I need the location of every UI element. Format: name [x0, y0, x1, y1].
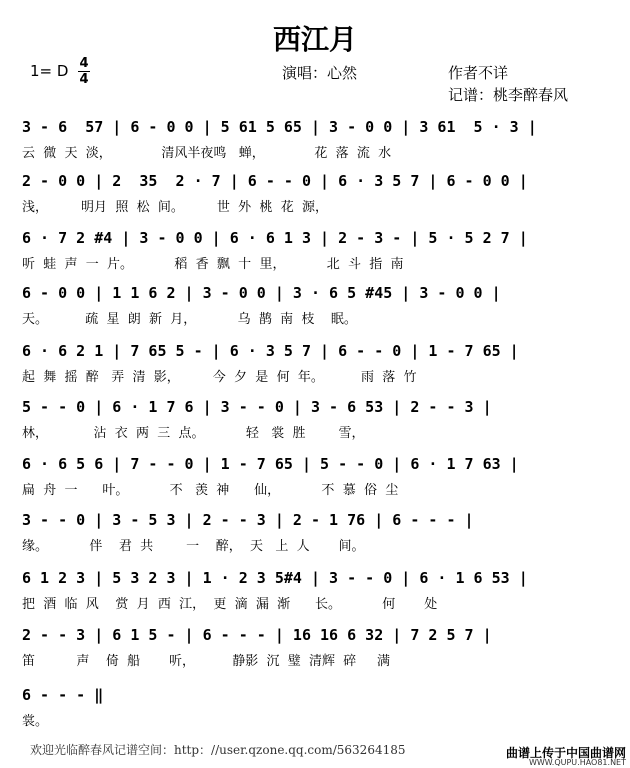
- lyric-line: [22, 710, 630, 730]
- score-row: [0, 342, 630, 398]
- lyrics: 听 蛙 声 一 片。 稻 香 飘 十 里， 北 斗 指 南: [22, 257, 404, 272]
- lyric-line: [22, 479, 630, 499]
- jianpu-notes: 5 - - 0 | 6 · 1 7 6 | 3 - - 0 | 3 - 6 53 | 2 - - 3 |: [22, 398, 492, 416]
- lyric-line: [22, 366, 630, 386]
- note-line: [22, 229, 630, 253]
- lyric-line: [22, 535, 630, 555]
- lyric-line: [22, 650, 630, 670]
- composer: 作者不详: [448, 64, 509, 82]
- watermark-line-1: 曲谱上传于中国曲谱网: [505, 746, 626, 760]
- score-row: [0, 229, 630, 285]
- jianpu-notes: 2 - 0 0 | 2 35 2 · 7 | 6 - - 0 | 6 · 3 5 7 | 6 - 0 0 |: [22, 172, 528, 190]
- score-row: [0, 511, 630, 567]
- score-row: [0, 626, 630, 682]
- lyrics: 林， 沾 衣 两 三 点。 轻 裳 胜 雪，: [22, 426, 365, 441]
- lyric-line: [22, 142, 630, 162]
- jianpu-notes: 6 - 0 0 | 1 1 6 2 | 3 - 0 0 | 3 · 6 5 #45 | 3 - 0 0 |: [22, 284, 501, 302]
- time-sig-bottom: 4: [79, 72, 89, 87]
- jianpu-notes: 6 - - - ‖: [22, 686, 104, 704]
- lyrics: 扁 舟 一 叶。 不 羡 神 仙， 不 慕 俗 尘: [22, 483, 399, 498]
- note-line: [22, 172, 630, 196]
- watermark-line-2: WWW.QUPU.HAO81.NET: [528, 758, 626, 767]
- lyrics: 天。 疏 星 朗 新 月， 乌 鹊 南 枝 眠。: [22, 312, 357, 327]
- note-line: [22, 342, 630, 366]
- note-line: [22, 626, 630, 650]
- jianpu-notes: 6 1 2 3 | 5 3 2 3 | 1 · 2 3 5#4 | 3 - - 0 | 6 · 1 6 53 |: [22, 569, 528, 587]
- performer: 演唱：心然: [282, 64, 358, 82]
- lyrics: 把 酒 临 风 赏 月 西 江， 更 滴 漏 渐 长。 何 处: [22, 597, 438, 612]
- lyrics: 起 舞 摇 醉 弄 清 影， 今 夕 是 何 年。 雨 落 竹: [22, 370, 417, 385]
- footer-text: 欢迎光临醉春风记谱空间：http：//user.qzone.qq.com/563264185: [30, 743, 406, 757]
- lyric-line: [22, 196, 630, 216]
- jianpu-notes: 3 - - 0 | 3 - 5 3 | 2 - - 3 | 2 - 1 76 | 6 - - - |: [22, 511, 474, 529]
- score-row: [0, 569, 630, 625]
- song-title: 西江月: [272, 23, 357, 56]
- lyrics: 缘。 伴 君 共 一 醉， 天 上 人 间。: [22, 539, 365, 554]
- time-signature: [78, 57, 90, 86]
- note-line: [22, 455, 630, 479]
- note-line: [22, 569, 630, 593]
- score-row: [0, 172, 630, 228]
- time-sig-top: 4: [79, 56, 89, 71]
- jianpu-notes: 2 - - 3 | 6 1 5 - | 6 - - - | 16 16 6 32 | 7 2 5 7 |: [22, 626, 492, 644]
- score-row: [0, 455, 630, 511]
- lyrics: 浅， 明月 照 松 间。 世 外 桃 花 源，: [22, 200, 328, 215]
- score-row: [0, 118, 630, 174]
- note-line: [22, 118, 630, 142]
- lyrics: 笛 声 倚 船 听， 静影 沉 璧 清辉 碎 满: [22, 654, 390, 669]
- score-row: [0, 398, 630, 454]
- note-line: [22, 284, 630, 308]
- jianpu-notes: 6 · 6 5 6 | 7 - - 0 | 1 - 7 65 | 5 - - 0 | 6 · 1 7 63 |: [22, 455, 519, 473]
- note-line: [22, 511, 630, 535]
- lyrics: 云 微 天 淡， 清风半夜鸣 蝉， 花 落 流 水: [22, 146, 392, 161]
- lyric-line: [22, 308, 630, 328]
- score-row: [0, 284, 630, 340]
- jianpu-notes: 3 - 6 57 | 6 - 0 0 | 5 61 5 65 | 3 - 0 0 | 3 61 5 · 3 |: [22, 118, 537, 136]
- jianpu-notes: 6 · 7 2 #4 | 3 - 0 0 | 6 · 6 1 3 | 2 - 3 - | 5 · 5 2 7 |: [22, 229, 528, 247]
- transcriber: 记谱：桃李醉春风: [448, 86, 569, 104]
- note-line: [22, 398, 630, 422]
- lyric-line: [22, 593, 630, 613]
- lyric-line: [22, 422, 630, 442]
- note-line: [22, 686, 630, 710]
- jianpu-notes: 6 · 6 2 1 | 7 65 5 - | 6 · 3 5 7 | 6 - - 0 | 1 - 7 65 |: [22, 342, 519, 360]
- lyric-line: [22, 253, 630, 273]
- key-signature: 1= D: [30, 62, 69, 80]
- score-row: [0, 686, 630, 742]
- lyrics: 裳。: [22, 714, 49, 729]
